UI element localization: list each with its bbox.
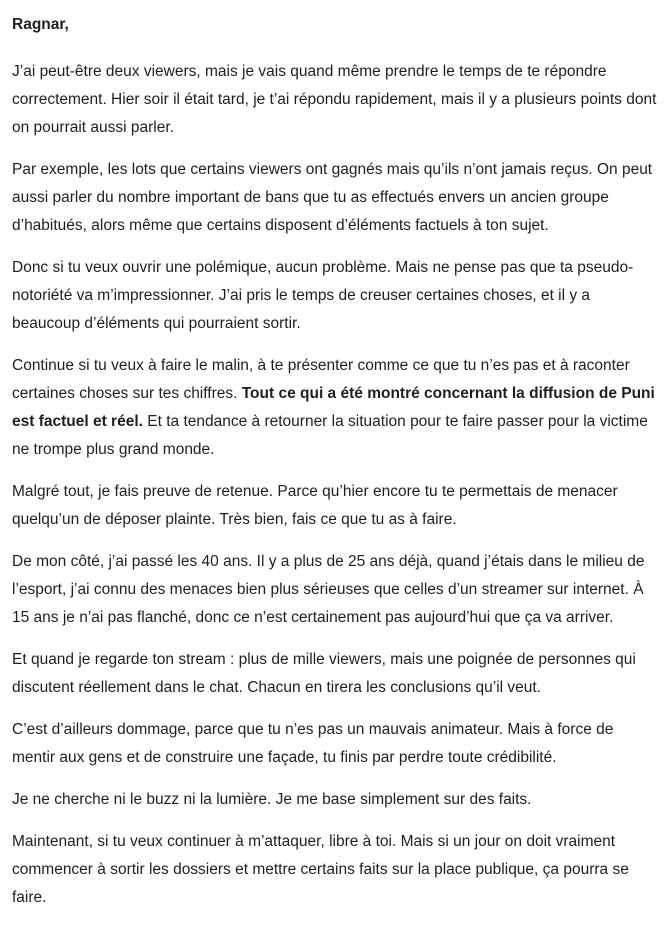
paragraph-10: Maintenant, si tu veux continuer à m’attaquer, libre à toi. Mais si un jour on doit vraiment commencer à sortir les dossiers et mettre certains faits sur la place publique, ça pourra se faire. [12,833,629,906]
greeting: Ragnar, [12,16,69,33]
paragraph-9: Je ne cherche ni le buzz ni la lumière. Je me base simplement sur des faits. [12,791,532,808]
paragraph-4 [12,352,658,464]
paragraph-6: De mon côté, j’ai passé les 40 ans. Il y a plus de 25 ans déjà, quand j’étais dans le milieu de l’esport, j’ai connu des menaces bien plus sérieuses que celles d’un streamer sur internet. À 15 ans je n’ai pas flanché, donc ce n’est certainement pas aujourd’hui que ça va arriver. [12,553,645,626]
paragraph-5: Malgré tout, je fais preuve de retenue. Parce qu’hier encore tu te permettais de menacer quelqu’un de déposer plainte. Très bien, fais ce que tu as à faire. [12,483,618,528]
paragraph-4-bold-statement: Tout ce qui a été montré concernant la diffusion de Puni est factuel et réel. [12,385,655,430]
paragraph-4-text-before: Continue si tu veux à faire le malin, à te présenter comme ce que tu n’es pas et à raconter certaines choses sur tes chiffres. [12,357,630,402]
paragraph-2: Par exemple, les lots que certains viewers ont gagnés mais qu’ils n’ont jamais reçus. On peut aussi parler du nombre important de bans que tu as effectués envers un ancien groupe d’habitués, alors même que certains disposent d’éléments factuels à ton sujet. [12,161,653,234]
paragraph-8: C’est d’ailleurs dommage, parce que tu n’es pas un mauvais animateur. Mais à force de mentir aux gens et de construire une façade, tu finis par perdre toute crédibilité. [12,721,614,766]
paragraph-1: J’ai peut-être deux viewers, mais je vais quand même prendre le temps de te répondre correctement. Hier soir il était tard, je t’ai répondu rapidement, mais il y a plusieurs points dont on pourrait aussi parler. [12,63,657,136]
paragraph-4-text-after: Et ta tendance à retourner la situation pour te faire passer pour la victime ne trompe plus grand monde. [12,413,648,458]
paragraph-7: Et quand je regarde ton stream : plus de mille viewers, mais une poignée de personnes qui discutent réellement dans le chat. Chacun en tirera les conclusions qu’il veut. [12,651,636,696]
paragraph-3: Donc si tu veux ouvrir une polémique, aucun problème. Mais ne pense pas que ta pseudo-notoriété va m’impressionner. J’ai pris le temps de creuser certaines choses, et il y a beaucoup d’éléments qui pourraient sortir. [12,259,634,332]
